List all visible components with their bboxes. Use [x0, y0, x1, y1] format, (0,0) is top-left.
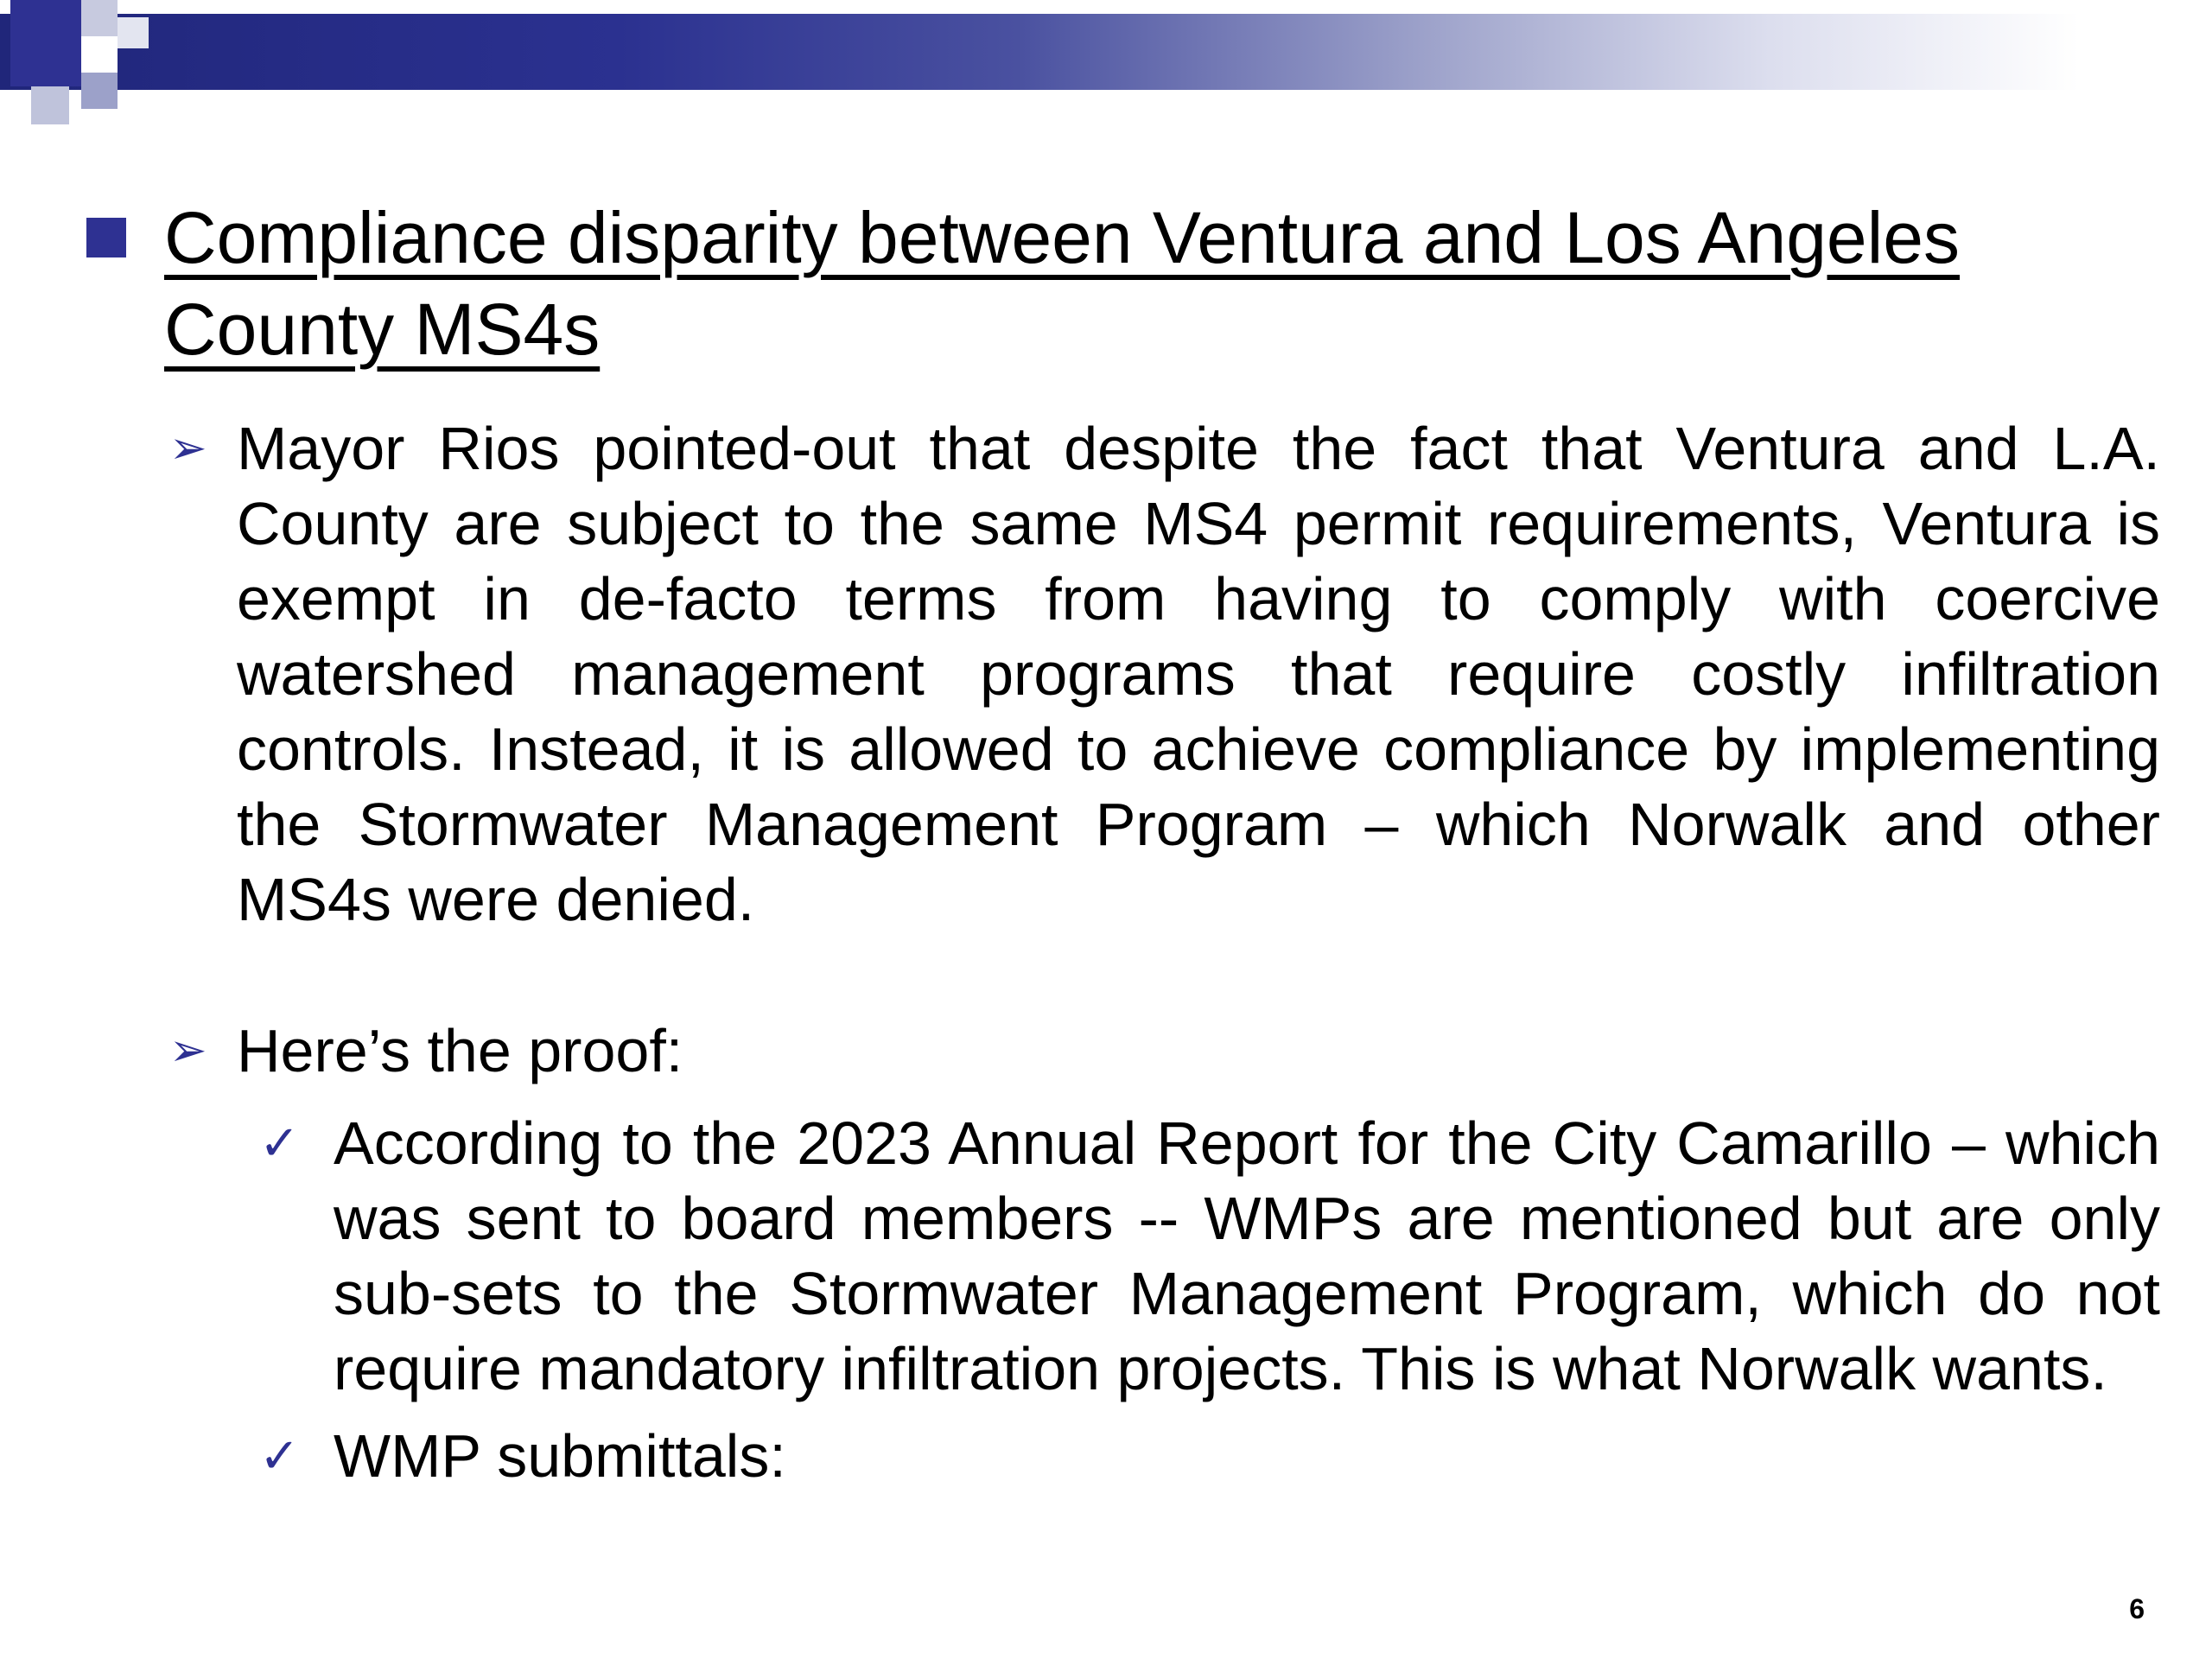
bullet-text-wmp-submittals: WMP submittals: [334, 1422, 786, 1490]
corner-square-gray [81, 0, 118, 36]
corner-square-midgray [31, 86, 69, 124]
check-bullet-icon: ✓ [259, 1116, 300, 1172]
slide-title-line-1 [164, 192, 1960, 283]
bullet-item-wmp-submittals [259, 1419, 2160, 1494]
bullet-text-proof-heading: Here’s the proof: [237, 1017, 683, 1084]
slide-title-line-2 [164, 283, 1960, 375]
bullet-text-camarillo-report: According to the 2023 Annual Report for the City Camarillo – which was sent to board members -- WMPs are mentioned but are only sub-sets to the Stormwater Management Program, which do not require mandatory infiltration projects. This is what Norwalk wants. [334, 1109, 2160, 1402]
square-bullet-icon [86, 218, 126, 257]
corner-square-light [118, 17, 149, 48]
bullet-item-camarillo-report [259, 1106, 2160, 1407]
slide-title-text-2: County MS4s [164, 289, 601, 370]
bullet-item-proof-heading [169, 1014, 2160, 1089]
slide-title-row [86, 192, 2160, 375]
check-bullet-icon: ✓ [259, 1428, 300, 1484]
bullet-text-mayor-rios: Mayor Rios pointed-out that despite the fact that Ventura and L.A. County are subject to the same MS4 permit requirements, Ventura is exempt in de-facto terms from having to comply with coercive watershed management programs that require costly infiltration controls. Instead, it is allowed to achieve compliance by implementing the Stormwater Management Program – which Norwalk and other MS4s were denied. [237, 415, 2160, 933]
arrow-bullet-icon: ➢ [169, 1025, 207, 1077]
slide-content [86, 192, 2160, 1494]
bullet-item-mayor-rios [169, 411, 2160, 938]
corner-square-lavender [81, 73, 118, 109]
arrow-bullet-icon: ➢ [169, 423, 207, 474]
corner-square-dark [10, 0, 81, 86]
gradient-bar [0, 14, 2212, 90]
corner-square-white [81, 36, 118, 73]
slide-title-text-1: Compliance disparity between Ventura and Los Angeles [164, 197, 1961, 278]
slide-title [164, 192, 1960, 375]
page-number: 6 [2129, 1593, 2145, 1624]
